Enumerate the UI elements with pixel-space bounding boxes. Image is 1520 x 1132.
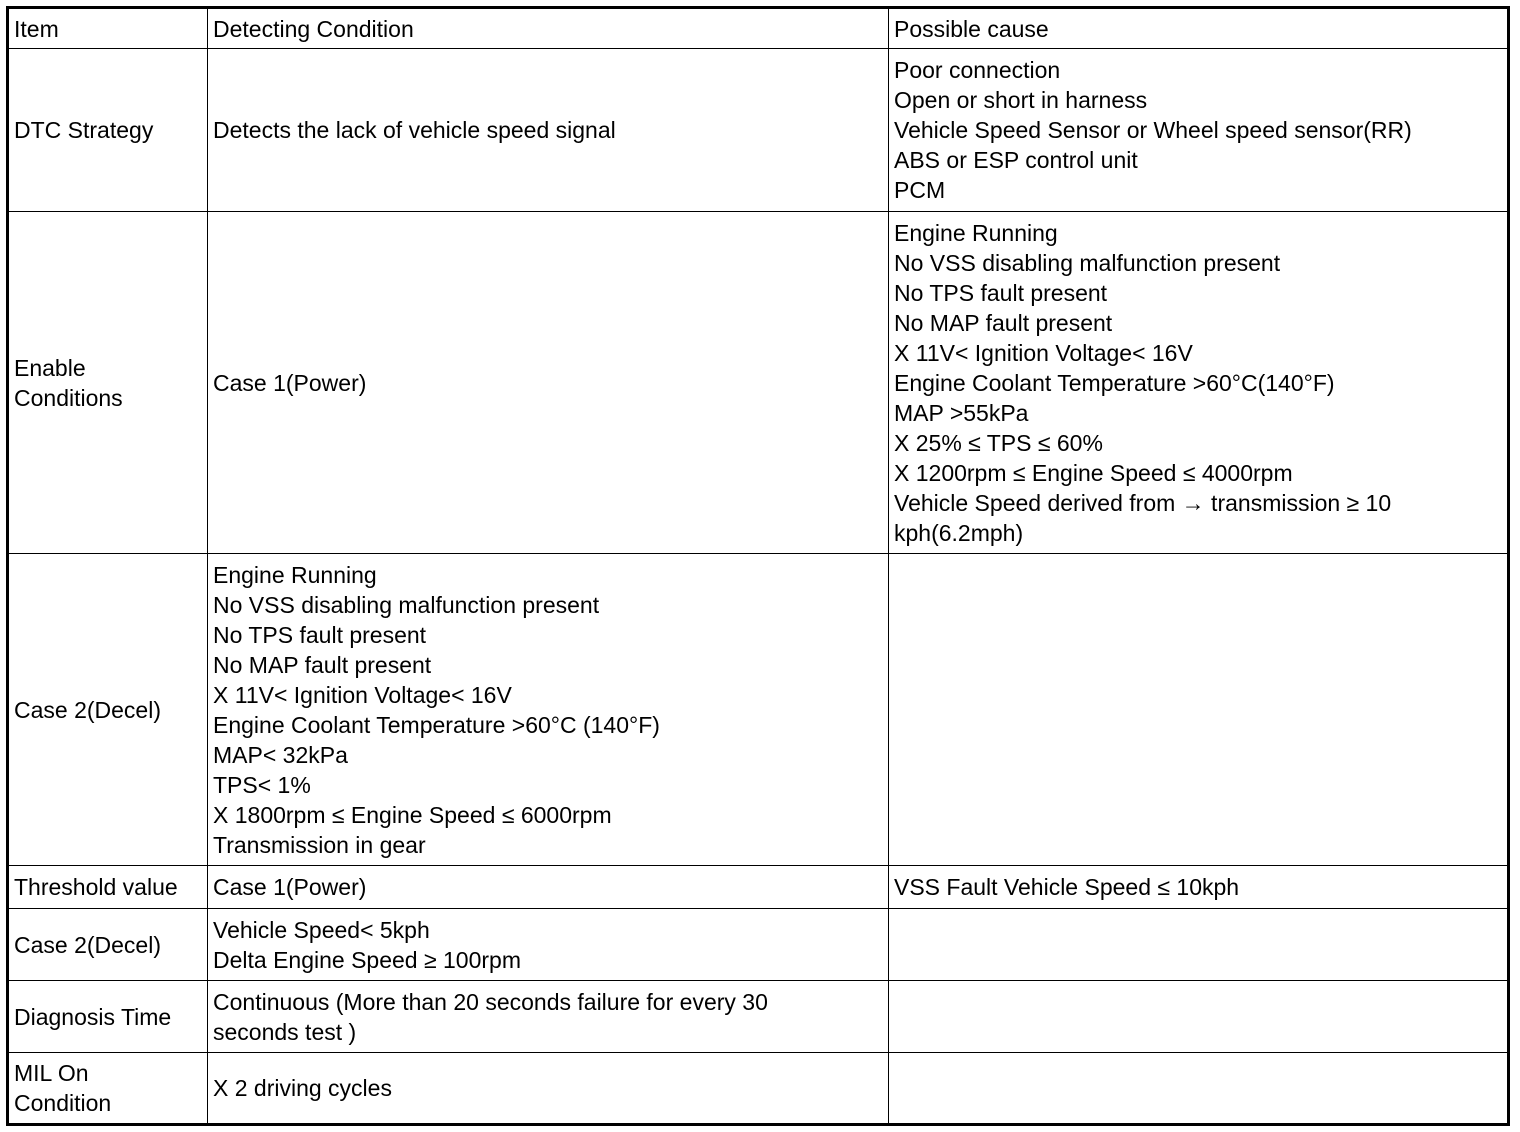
- cell-line: MAP >55kPa: [894, 399, 1029, 426]
- cell-line: Detects the lack of vehicle speed signal: [213, 117, 616, 143]
- cell-line: X 25% ≤ TPS ≤ 60%: [894, 429, 1103, 456]
- cell-line: MIL On: [14, 1060, 89, 1086]
- cell-line: DTC Strategy: [14, 117, 154, 143]
- cell-line: seconds test ): [213, 1018, 357, 1045]
- cell-line: No VSS disabling malfunction present: [213, 591, 600, 618]
- cell-line: VSS Fault Vehicle Speed ≤ 10kph: [894, 874, 1240, 900]
- cell-cause: [889, 212, 1509, 554]
- cell-detecting: [208, 49, 889, 212]
- header-row: [8, 8, 1509, 49]
- cell-line: Diagnosis Time: [14, 1003, 172, 1030]
- cell-line: X 11V< Ignition Voltage< 16V: [213, 681, 512, 708]
- cell-item: [8, 866, 208, 909]
- cell-detecting: [208, 212, 889, 554]
- cell-line: X 2 driving cycles: [213, 1075, 392, 1101]
- cell-line: Conditions: [14, 384, 123, 411]
- cell-line: No VSS disabling malfunction present: [894, 249, 1281, 276]
- cell-line: Continuous (More than 20 seconds failure for every 30: [213, 988, 768, 1015]
- cell-detecting: [208, 981, 889, 1053]
- cell-line: Vehicle Speed Sensor or Wheel speed sensor(RR): [894, 117, 1412, 143]
- header-item: Item: [8, 8, 208, 49]
- cell-line: Threshold value: [14, 874, 178, 900]
- cell-line: Case 2(Decel): [14, 931, 161, 958]
- cell-line: Condition: [14, 1090, 112, 1116]
- cell-item: [8, 212, 208, 554]
- cell-line: PCM: [894, 177, 946, 203]
- cell-line: No TPS fault present: [213, 621, 427, 648]
- dtc-table: [6, 6, 1510, 1126]
- cell-line: Delta Engine Speed ≥ 100rpm: [213, 946, 521, 973]
- cell-line: TPS< 1%: [213, 771, 311, 798]
- cell-cause: [889, 981, 1509, 1053]
- cell-line: Vehicle Speed< 5kph: [213, 916, 430, 943]
- cell-line: No MAP fault present: [213, 651, 432, 678]
- cell-detecting: [208, 1053, 889, 1125]
- cell-line: Poor connection: [894, 57, 1061, 83]
- cell-cause: [889, 909, 1509, 981]
- cell-line: Engine Coolant Temperature >60°C (140°F): [213, 711, 660, 738]
- cell-line: ABS or ESP control unit: [894, 147, 1138, 173]
- cell-cause: [889, 1053, 1509, 1125]
- cell-line: Transmission in gear: [213, 831, 426, 858]
- cell-line: Open or short in harness: [894, 87, 1148, 113]
- cell-detecting: [208, 554, 889, 866]
- cell-line: Case 1(Power): [213, 874, 367, 900]
- row-case2-decel-threshold: [8, 909, 1509, 981]
- cell-line: Case 1(Power): [213, 369, 367, 396]
- cell-item: [8, 981, 208, 1053]
- cell-line: MAP< 32kPa: [213, 741, 348, 768]
- cell-line: Engine Coolant Temperature >60°C(140°F): [894, 369, 1335, 396]
- cell-line: X 11V< Ignition Voltage< 16V: [894, 339, 1193, 366]
- cell-line: Engine Running: [213, 561, 377, 588]
- cell-line: Engine Running: [894, 219, 1058, 246]
- cell-line: X 1200rpm ≤ Engine Speed ≤ 4000rpm: [894, 459, 1293, 486]
- header-possible-cause: Possible cause: [889, 8, 1509, 49]
- cell-cause: [889, 49, 1509, 212]
- cell-detecting: [208, 909, 889, 981]
- row-enable-conditions: [8, 212, 1509, 554]
- cell-line: X 1800rpm ≤ Engine Speed ≤ 6000rpm: [213, 801, 612, 828]
- cell-line: Enable: [14, 354, 86, 381]
- cell-line: No TPS fault present: [894, 279, 1108, 306]
- cell-line: kph(6.2mph): [894, 519, 1024, 546]
- header-detecting-condition: Detecting Condition: [208, 8, 889, 49]
- row-threshold-value: [8, 866, 1509, 909]
- row-mil-on-condition: [8, 1053, 1509, 1125]
- cell-line: Vehicle Speed derived from → transmission ≥ 10: [894, 489, 1392, 516]
- row-diagnosis-time: [8, 981, 1509, 1053]
- cell-cause: [889, 866, 1509, 909]
- row-case2-decel-enable: [8, 554, 1509, 866]
- cell-item: [8, 909, 208, 981]
- cell-item: [8, 49, 208, 212]
- cell-item: [8, 1053, 208, 1125]
- cell-item: [8, 554, 208, 866]
- cell-line: Case 2(Decel): [14, 696, 161, 723]
- cell-line: No MAP fault present: [894, 309, 1113, 336]
- cell-cause: [889, 554, 1509, 866]
- cell-detecting: [208, 866, 889, 909]
- row-dtc-strategy: [8, 49, 1509, 212]
